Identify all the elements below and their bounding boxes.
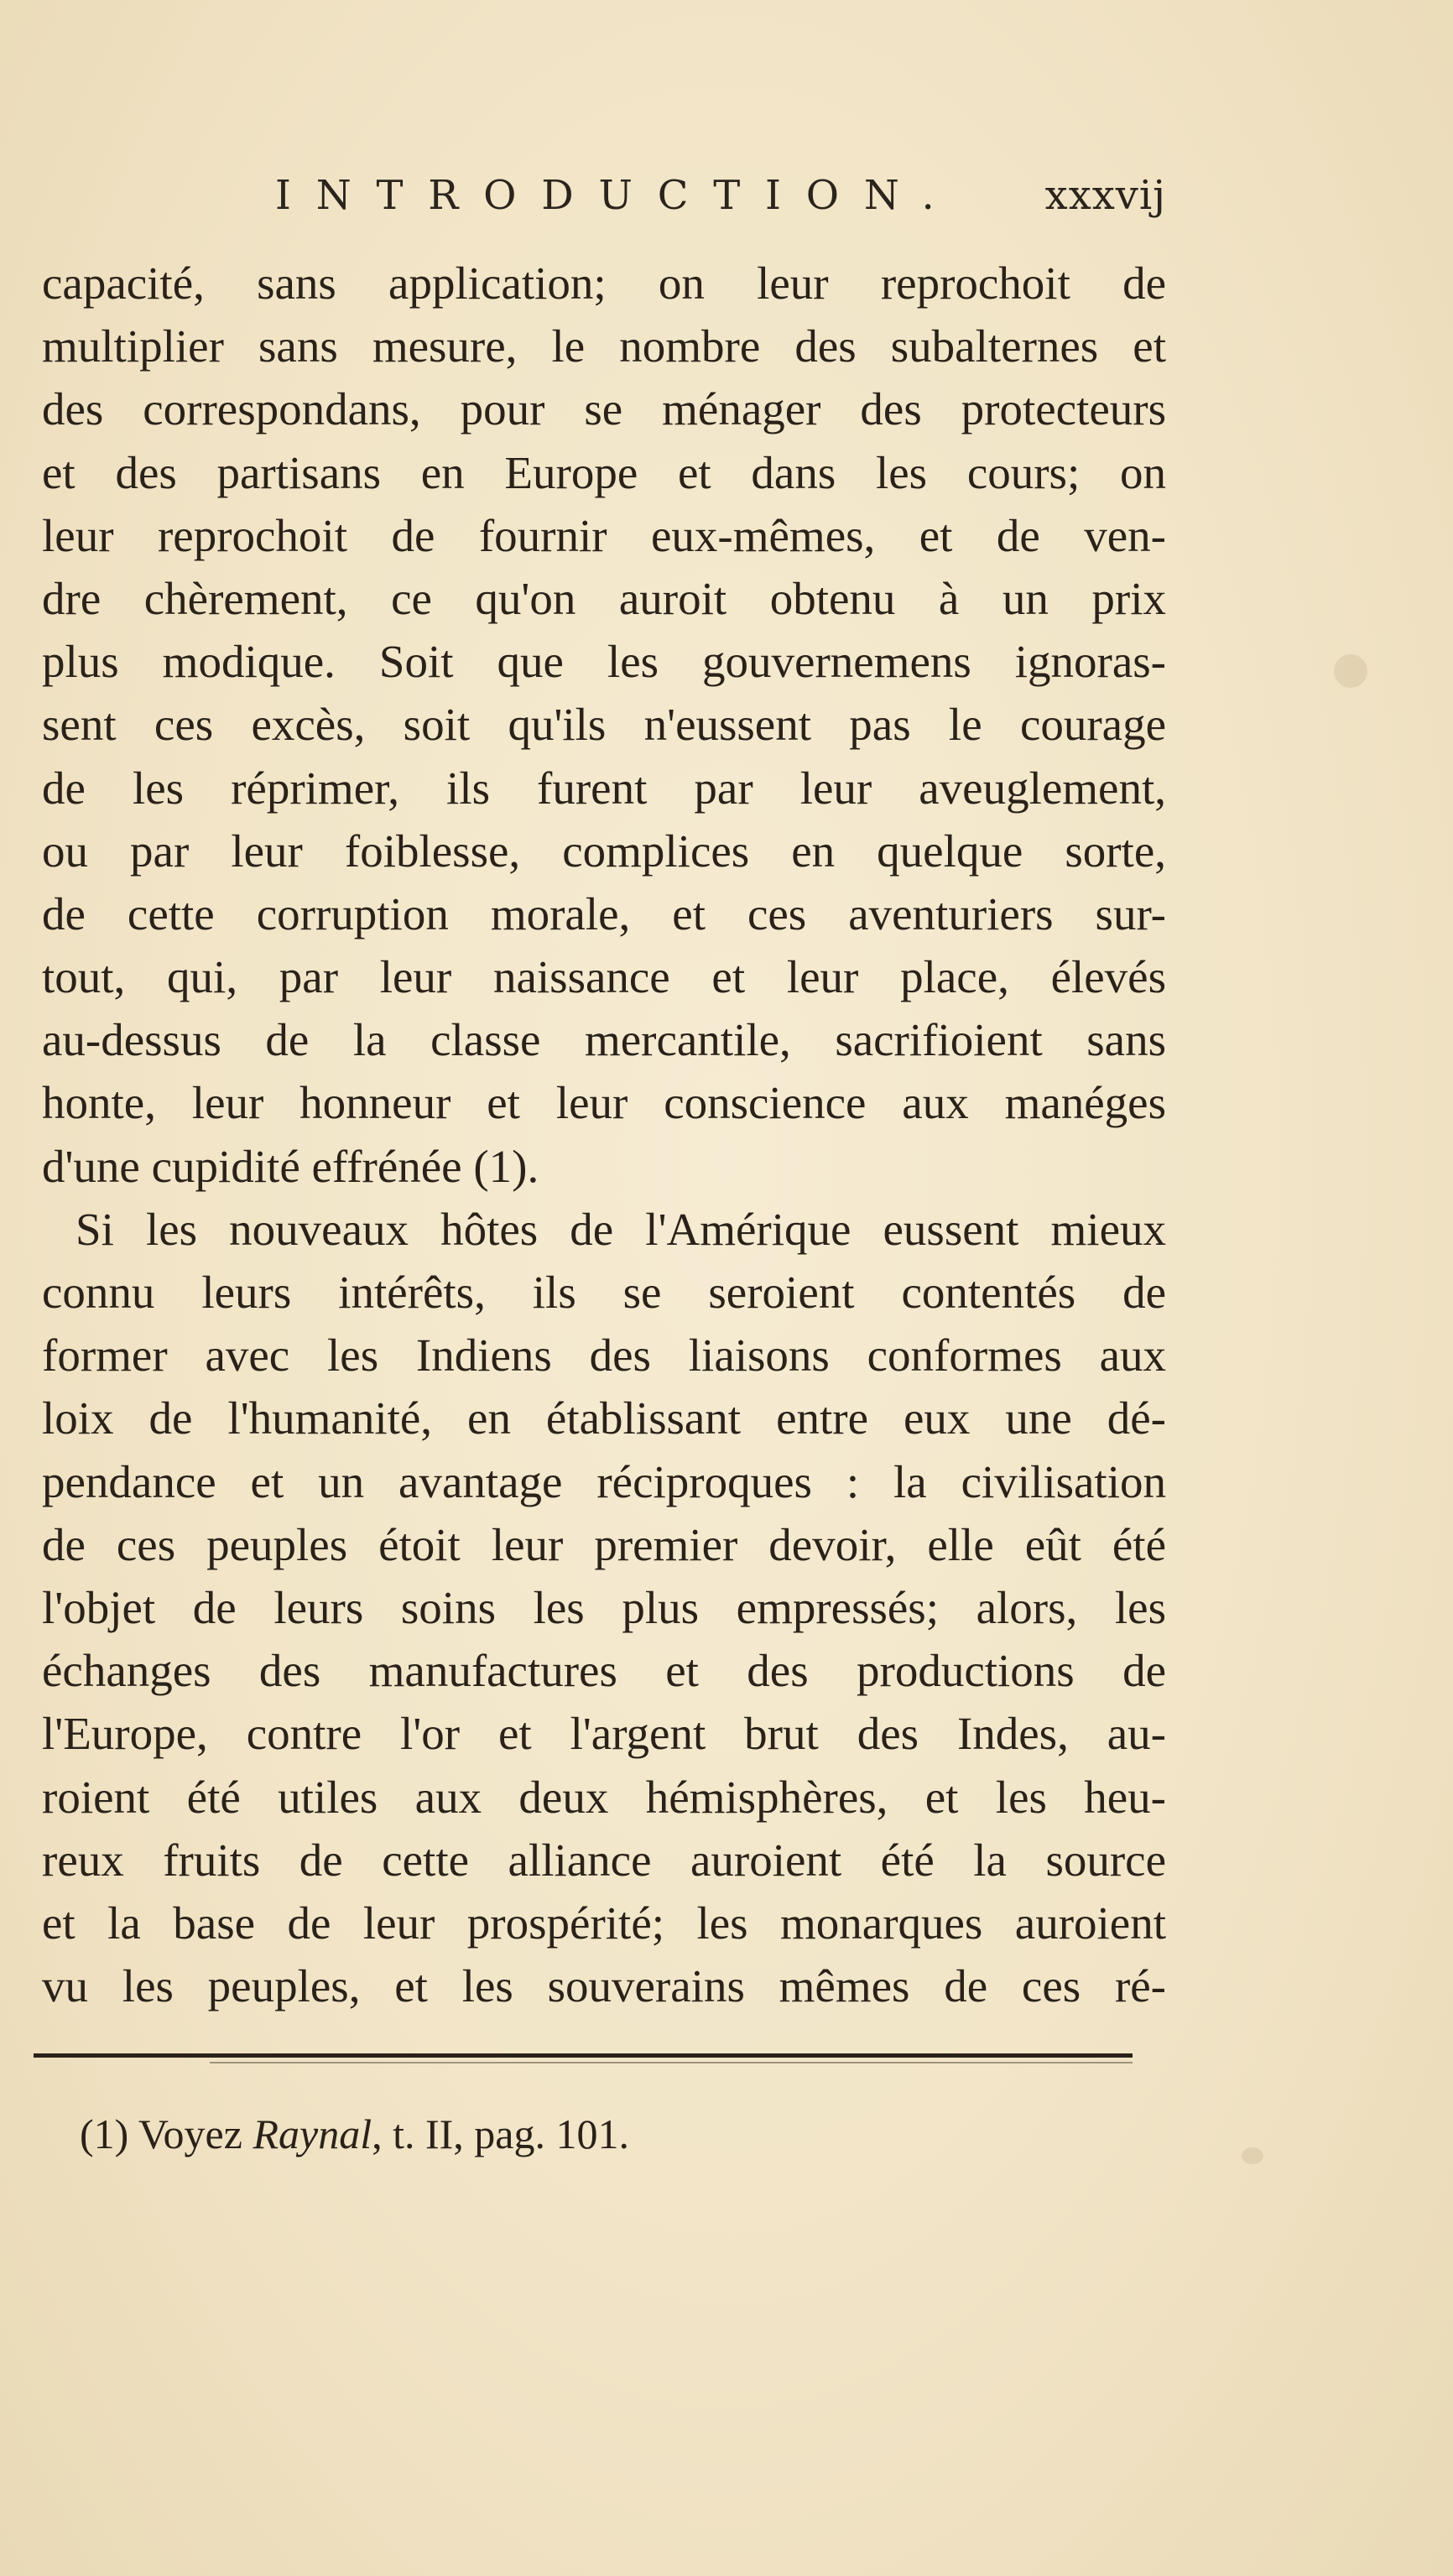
text-line: reux fruits de cette alliance auroient été la source [42, 1834, 1166, 1886]
text-line: former avec les Indiens des liaisons conformes aux [42, 1330, 1166, 1382]
text-line: échanges des manufactures et des productions de [42, 1645, 1166, 1697]
text-line: Si les nouveaux hôtes de l'Amérique eussent mieux [76, 1203, 1166, 1255]
text-line: et la base de leur prospérité; les monarques auroient [42, 1897, 1166, 1949]
text-line: l'Europe, contre l'or et l'argent brut des Indes, au- [42, 1708, 1166, 1760]
page-number: xxxvij [1044, 172, 1166, 219]
text-line: des correspondans, pour se ménager des protecteurs [42, 383, 1166, 435]
text-line: de les réprimer, ils furent par leur aveuglement, [42, 762, 1166, 814]
text-line: et des partisans en Europe et dans les cours; on [42, 446, 1166, 498]
text-line: leur reprochoit de fournir eux-mêmes, et de ven- [42, 509, 1166, 561]
footnote-author: Raynal [253, 2110, 372, 2157]
footnote-reference: , t. II, pag. 101. [372, 2110, 629, 2157]
text-line: loix de l'humanité, en établissant entre eux une dé- [42, 1392, 1166, 1444]
body-text [42, 252, 1166, 2017]
text-line: vu les peuples, et les souverains mêmes de ces ré- [42, 1960, 1166, 2012]
text-line: multiplier sans mesure, le nombre des subalternes et [42, 320, 1166, 372]
footnote-rule-shadow [210, 2062, 1133, 2063]
text-line: de cette corruption morale, et ces aventuriers sur- [42, 887, 1166, 939]
footnote-rule [34, 2053, 1133, 2058]
text-line: d'une cupidité effrénée (1). [42, 1140, 539, 1192]
running-title: INTRODUCTION. [275, 172, 960, 219]
paper-stain [1242, 2147, 1263, 2164]
paper-stain [1334, 654, 1367, 688]
text-line: roient été utiles aux deux hémisphères, et les heu- [42, 1771, 1166, 1823]
text-line: plus modique. Soit que les gouvernemens ignoras- [42, 636, 1166, 688]
running-head [260, 164, 1166, 231]
text-line: tout, qui, par leur naissance et leur place, élevés [42, 951, 1166, 1003]
footnote-marker: (1) Voyez [80, 2110, 242, 2157]
text-line: ou par leur foiblesse, complices en quelque sorte, [42, 825, 1166, 877]
text-line: capacité, sans application; on leur reprochoit de [42, 258, 1166, 309]
text-line: de ces peuples étoit leur premier devoir, elle eût été [42, 1518, 1166, 1570]
text-line: sent ces excès, soit qu'ils n'eussent pas le courage [42, 699, 1166, 751]
text-line: pendance et un avantage réciproques : la civilisation [42, 1455, 1166, 1507]
text-line: dre chèrement, ce qu'on auroit obtenu à un prix [42, 572, 1166, 624]
text-line: l'objet de leurs soins les plus empressés; alors, les [42, 1581, 1166, 1633]
footnote [80, 2110, 629, 2158]
text-line: honte, leur honneur et leur conscience aux manéges [42, 1077, 1166, 1129]
text-line: connu leurs intérêts, ils se seroient contentés de [42, 1267, 1166, 1318]
text-line: au-dessus de la classe mercantile, sacrifioient sans [42, 1014, 1166, 1066]
